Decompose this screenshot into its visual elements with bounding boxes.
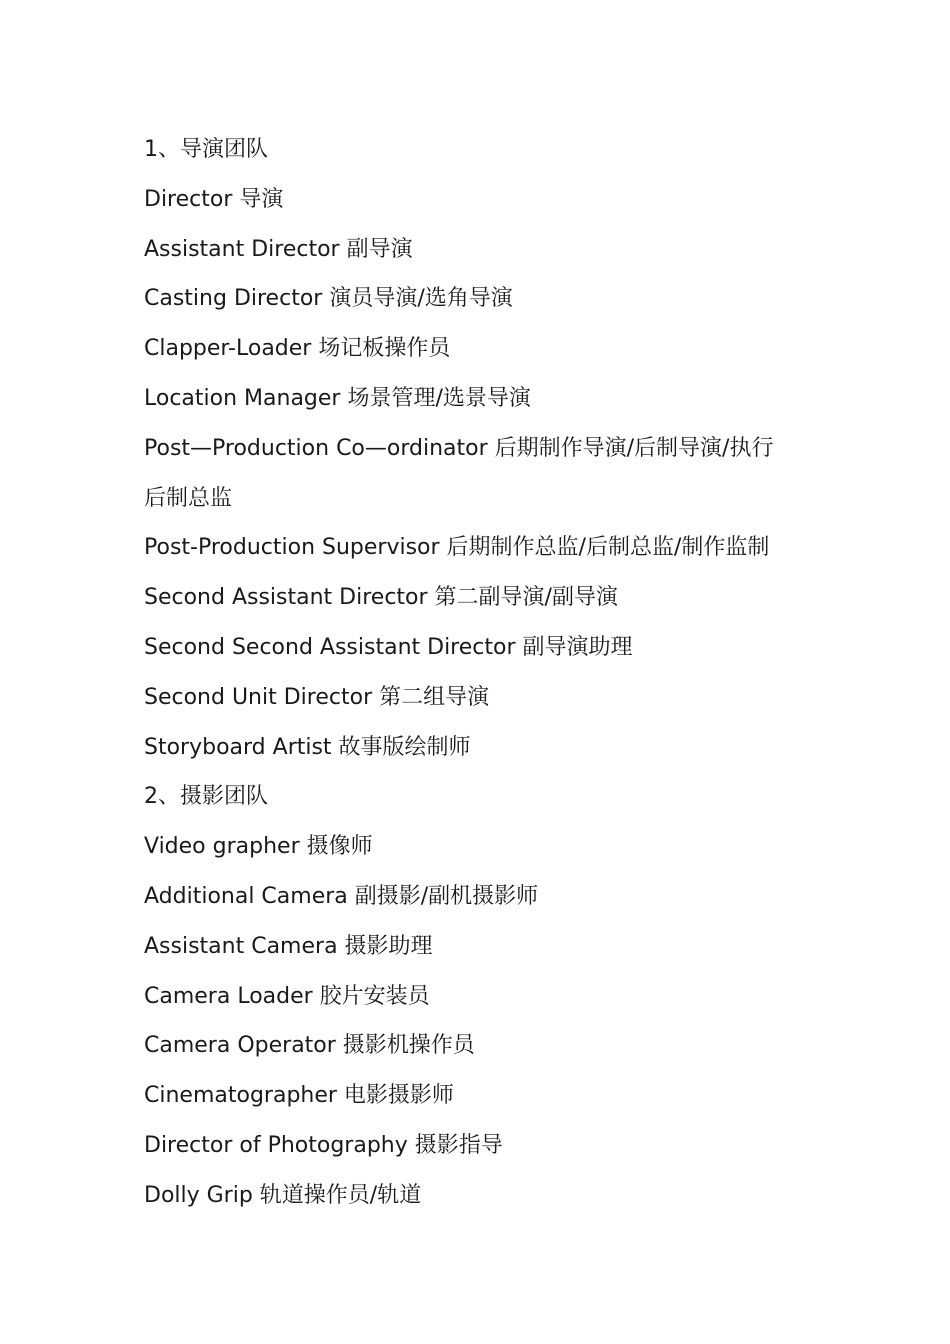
list-item: Casting Director 演员导演/选角导演 <box>144 286 513 312</box>
list-item: Second Assistant Director 第二副导演/副导演 <box>144 585 618 611</box>
list-item: Dolly Grip 轨道操作员/轨道 <box>144 1182 422 1208</box>
list-item: Post-Production Supervisor 后期制作总监/后制总监/制作监制 <box>144 535 770 561</box>
list-item: Assistant Director 副导演 <box>144 236 413 262</box>
list-item-continuation: 后制总监 <box>144 485 233 511</box>
section-heading-camera: 2、摄影团队 <box>144 784 268 810</box>
list-item: Camera Loader 胶片安装员 <box>144 983 430 1009</box>
list-item: Second Second Assistant Director 副导演助理 <box>144 634 633 660</box>
list-item: Location Manager 场景管理/选景导演 <box>144 385 531 411</box>
list-item: Additional Camera 副摄影/副机摄影师 <box>144 883 539 909</box>
list-item: Cinematographer 电影摄影师 <box>144 1083 454 1109</box>
list-item: Video grapher 摄像师 <box>144 834 373 860</box>
list-item: Director 导演 <box>144 186 284 212</box>
section-heading-directing: 1、导演团队 <box>144 137 268 162</box>
list-item: Storyboard Artist 故事版绘制师 <box>144 734 471 760</box>
list-item: Post—Production Co—ordinator 后期制作导演/后制导演/执行 <box>144 435 774 461</box>
list-item: Clapper-Loader 场记板操作员 <box>144 336 451 362</box>
list-item: Second Unit Director 第二组导演 <box>144 684 490 710</box>
list-item: Camera Operator 摄影机操作员 <box>144 1033 475 1059</box>
document-body <box>144 125 804 1221</box>
list-item: Director of Photography 摄影指导 <box>144 1132 503 1158</box>
list-item: Assistant Camera 摄影助理 <box>144 933 433 959</box>
